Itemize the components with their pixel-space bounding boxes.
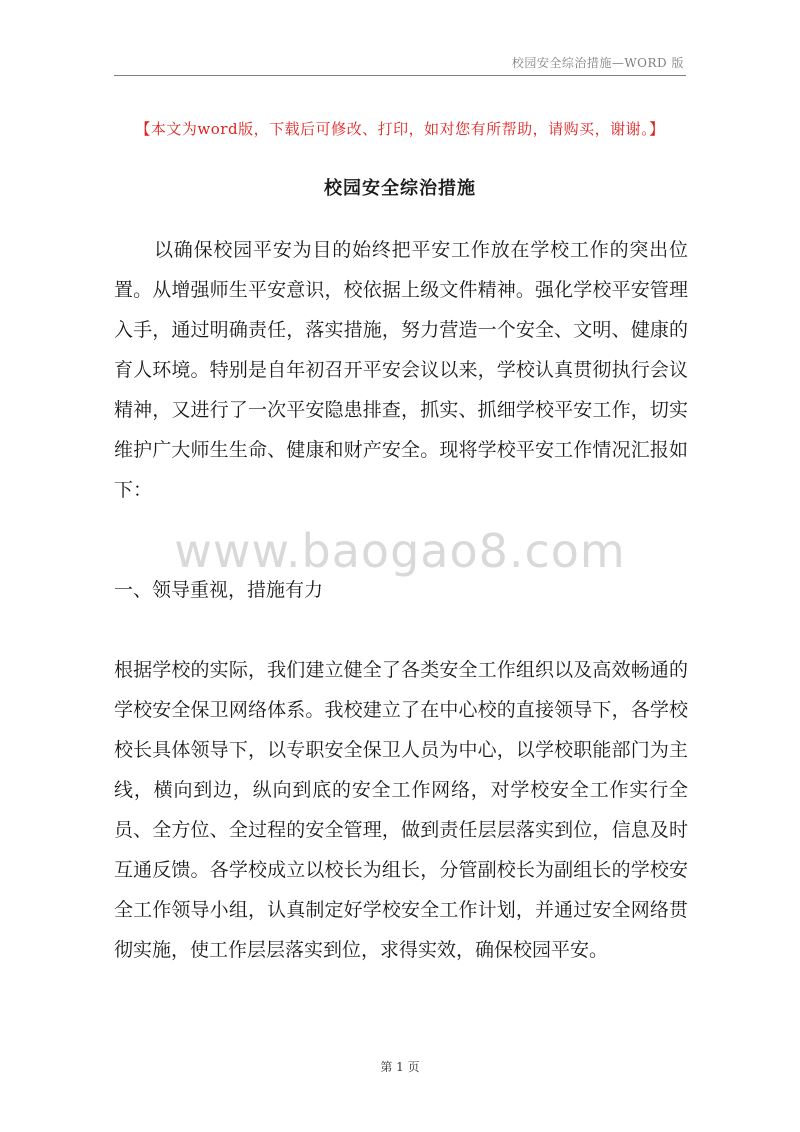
header-rule (114, 75, 686, 76)
section-heading: 一、领导重视，措施有力 (114, 579, 324, 601)
purchase-notice: 【本文为word版，下载后可修改、打印，如对您有所帮助，请购买，谢谢。】 (135, 120, 665, 138)
watermark: www.baogao8.com (174, 524, 626, 578)
page-number: 第 1 页 (380, 1060, 420, 1074)
running-header: 校园安全综治措施—WORD 版 (511, 56, 684, 70)
intro-paragraph: 以确保校园平安为目的始终把平安工作放在学校工作的突出位置。从增强师生平安意识，校依据上级文件精神。强化学校平安管理入手，通过明确责任，落实措施，努力营造一个安全、文明、健康的育人环境。特别是自年初召开平安会议以来，学校认真贯彻执行会议精神，又进行了一次平安隐患排查，抓实、抓细学校平安工作，切实维护广大师生生命、健康和财产安全。现将学校平安工作情况汇报如下： (114, 239, 688, 501)
document-title: 校园安全综治措施 (324, 178, 476, 199)
section-paragraph: 根据学校的实际，我们建立健全了各类安全工作组织以及高效畅通的学校安全保卫网络体系。我校建立了在中心校的直接领导下，各学校校长具体领导下，以专职安全保卫人员为中心，以学校职能部门为主线，横向到边，纵向到底的安全工作网络，对学校安全工作实行全员、全方位、全过程的安全管理，做到责任层层落实到位，信息及时互通反馈。各学校成立以校长为组长，分管副校长为副组长的学校安全工作领导小组，认真制定好学校安全工作计划，并通过安全网络贯彻实施，使工作层层落实到位，求得实效，确保校园平安。 (114, 659, 688, 961)
